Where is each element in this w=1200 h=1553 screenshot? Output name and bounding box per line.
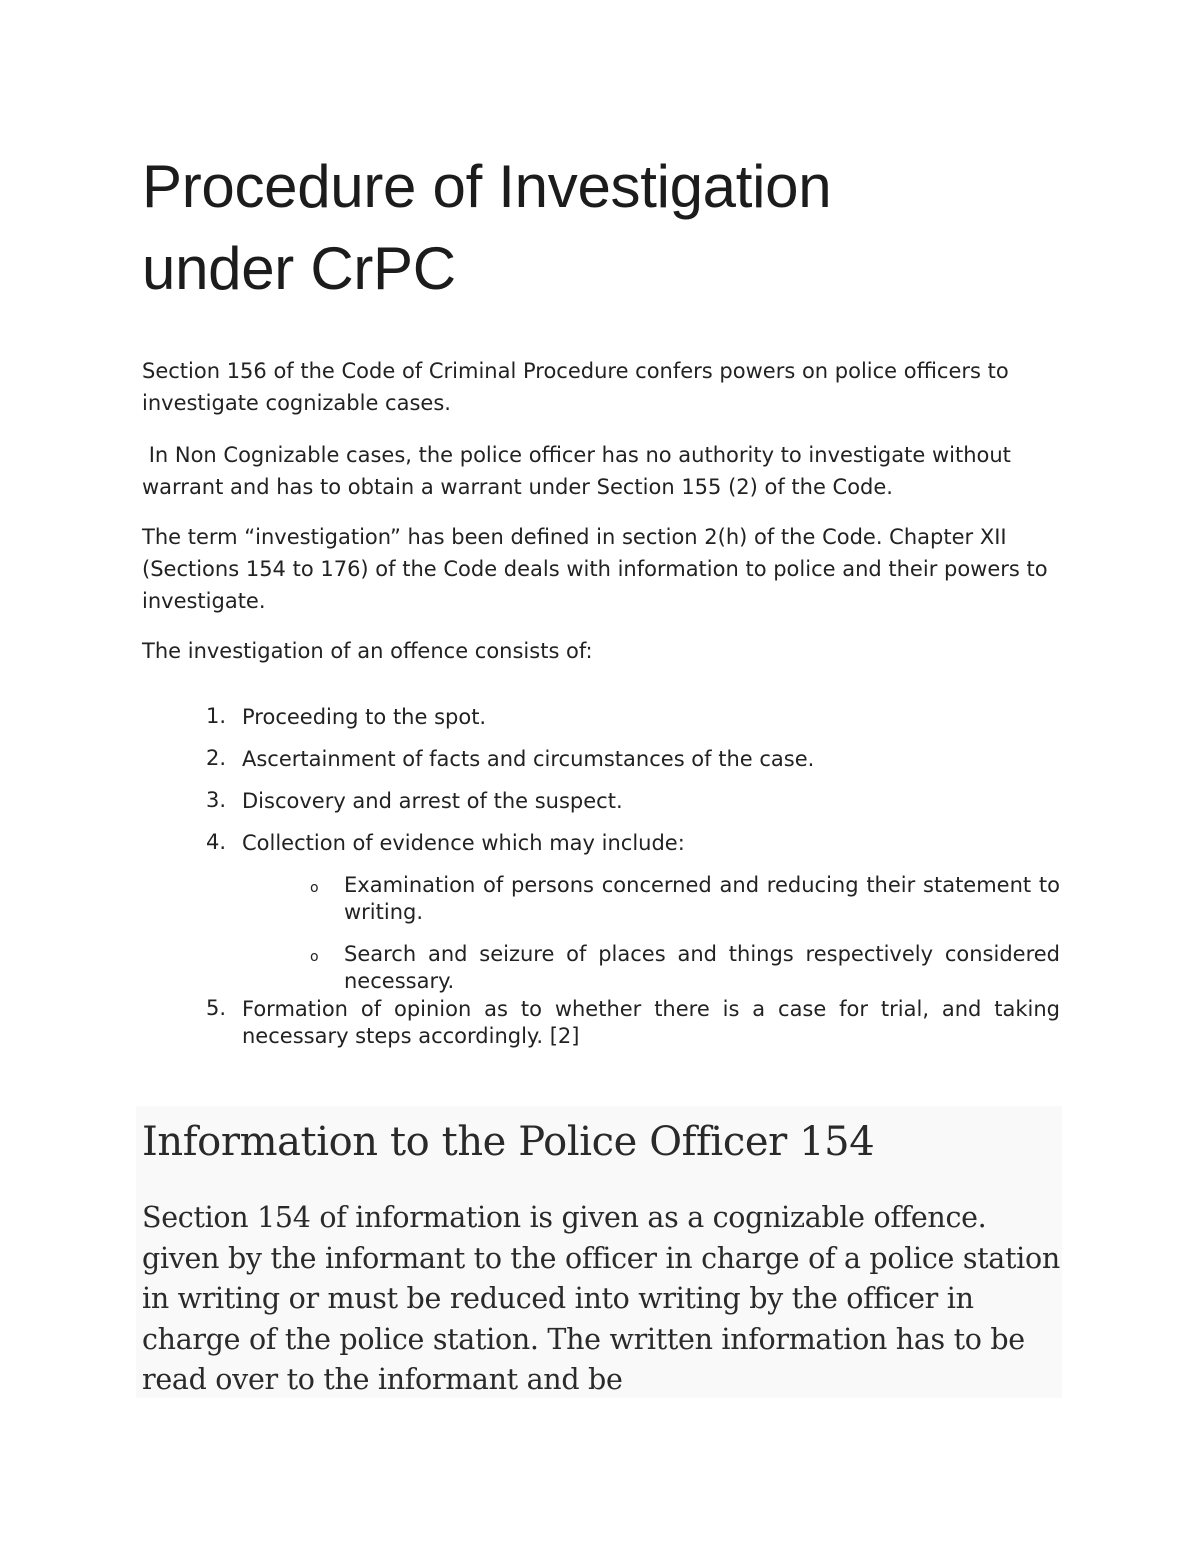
paragraph-term-investigation: The term “investigation” has been defined in section 2(h) of the Code. Chapter XII (Sections 154 to 176) of the Code deals with information to police and their powers to investigate. xyxy=(142,525,1048,613)
list-item-text: Collection of evidence which may include: xyxy=(242,831,685,855)
paragraph-non-cognizable: In Non Cognizable cases, the police officer has no authority to investigate without warrant and has to obtain a warrant under Section 155 (2) of the Code. xyxy=(142,443,1018,499)
section-heading: Information to the Police Officer 154 xyxy=(142,1119,875,1165)
list-item-text: Ascertainment of facts and circumstances of the case. xyxy=(242,747,815,771)
list-item-text: Formation of opinion as to whether there is a case for trial, and taking necessary steps accordingly. [2] xyxy=(242,997,1060,1048)
sub-list-item-text: Examination of persons concerned and reducing their statement to writing. xyxy=(344,873,1060,924)
sub-list-item-text: Search and seizure of places and things respectively considered necessary. xyxy=(344,942,1060,993)
section-paragraph: Section 154 of information is given as a cognizable offence. given by the informant to the officer in charge of a police station in writing or must be reduced into writing by the officer in charge of the police station. The written information has to be read over to the informant and be xyxy=(142,1201,1060,1396)
title-line-2: under CrPC xyxy=(142,235,456,302)
list-item-text: Proceeding to the spot. xyxy=(242,705,487,729)
list-number: 1. xyxy=(206,704,227,728)
sub-bullet: o xyxy=(310,880,319,896)
list-number: 2. xyxy=(206,746,227,770)
sub-bullet: o xyxy=(310,949,319,965)
paragraph-investigation-consists: The investigation of an offence consists of: xyxy=(142,639,593,663)
paragraph-section-156: Section 156 of the Code of Criminal Procedure confers powers on police officers to investigate cognizable cases. xyxy=(142,359,1009,415)
title-line-1: Procedure of Investigation xyxy=(142,153,832,220)
list-number: 3. xyxy=(206,788,227,812)
list-item-text: Discovery and arrest of the suspect. xyxy=(242,789,623,813)
page-title xyxy=(142,146,1042,310)
list-number: 5. xyxy=(206,996,227,1020)
list-number: 4. xyxy=(206,830,227,854)
